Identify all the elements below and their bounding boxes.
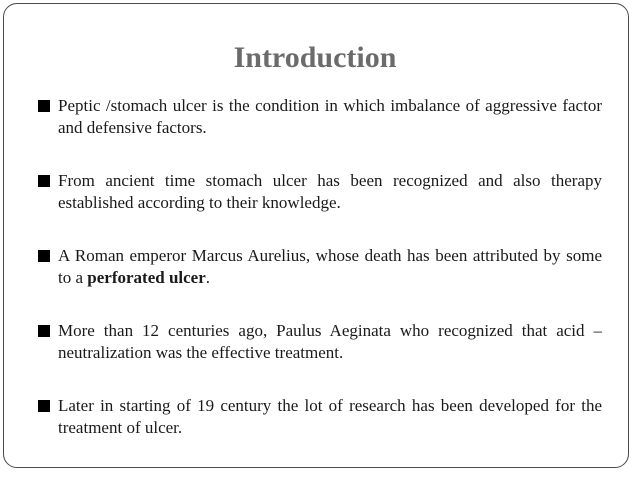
list-item: [38, 320, 602, 364]
bullet-list: [38, 95, 602, 439]
bullet-text: More than 12 centuries ago, Paulus Aeginata who recognized that acid – neutralization was the effective treatment.: [58, 321, 602, 362]
square-bullet-icon: [38, 175, 50, 187]
square-bullet-icon: [38, 400, 50, 412]
bullet-text: [58, 246, 602, 287]
square-bullet-icon: [38, 250, 50, 262]
slide-title: Introduction: [233, 41, 397, 74]
list-item: [38, 170, 602, 214]
list-item: [38, 245, 602, 289]
square-bullet-icon: [38, 100, 50, 112]
bullet-text: From ancient time stomach ulcer has been recognized and also therapy established according to their knowledge.: [58, 171, 602, 212]
bullet-text: Peptic /stomach ulcer is the condition in which imbalance of aggressive factor and defensive factors.: [58, 96, 602, 137]
bullet-text-part: A Roman emperor Marcus Aurelius, whose death has been attributed by some to a: [58, 246, 602, 287]
bullet-text: Later in starting of 19 century the lot of research has been developed for the treatment of ulcer.: [58, 396, 602, 437]
list-item: [38, 95, 602, 139]
bullet-text-part: .: [205, 268, 211, 287]
emphasis-text: perforated ulcer: [87, 268, 206, 287]
list-item: [38, 395, 602, 439]
square-bullet-icon: [38, 325, 50, 337]
